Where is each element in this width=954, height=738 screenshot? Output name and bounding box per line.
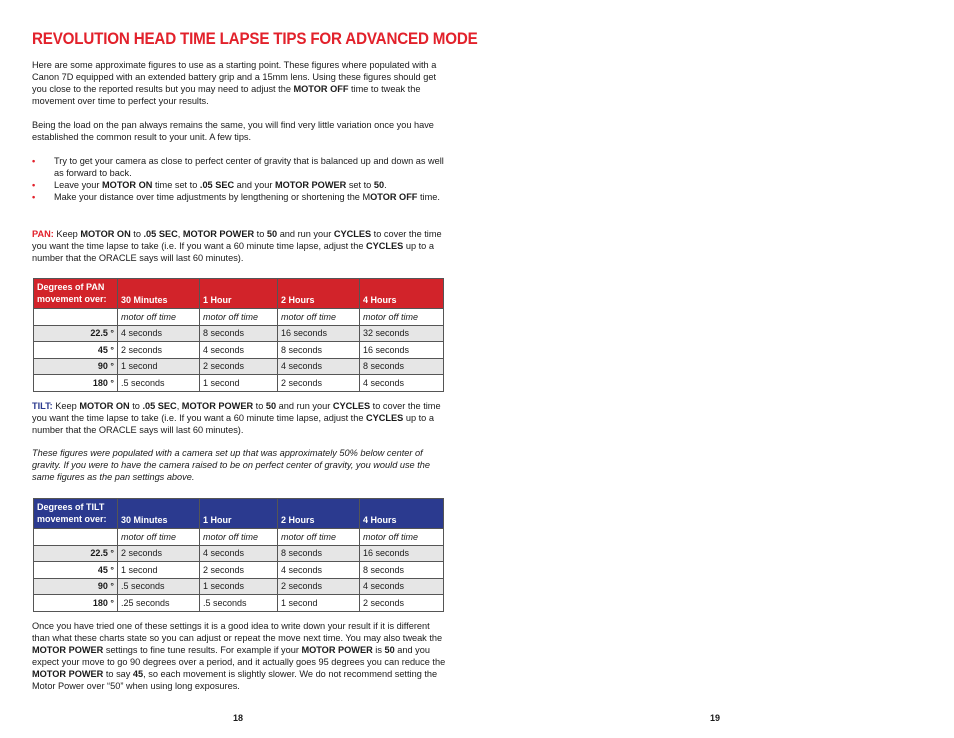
tip3-motor-off: OTOR OFF — [370, 192, 418, 202]
table-cell: 32 seconds — [360, 325, 444, 342]
table-cell — [34, 529, 118, 546]
table-cell: 1 seconds — [200, 578, 278, 595]
tip3-text: time. — [417, 192, 440, 202]
tilt-text: Keep — [52, 401, 80, 411]
table-cell: 2 seconds — [118, 342, 200, 359]
tilt-header-2hours: 2 Hours — [278, 499, 360, 529]
tilt-text: to — [253, 401, 266, 411]
table-cell: motor off time — [200, 309, 278, 326]
table-cell: .5 seconds — [118, 578, 200, 595]
table-cell: 8 seconds — [360, 358, 444, 375]
table-cell: 2 seconds — [200, 358, 278, 375]
table-cell: 45 ° — [34, 342, 118, 359]
tilt-header-degrees: Degrees of TILT movement over: — [34, 499, 118, 529]
tilt-cycles: CYCLES — [366, 413, 404, 423]
tilt-motor-on: MOTOR ON — [79, 401, 130, 411]
tilt-value: 50 — [265, 401, 277, 411]
table-cell: 4 seconds — [360, 375, 444, 392]
pan-label: PAN: — [32, 229, 54, 239]
table-cell: motor off time — [200, 529, 278, 546]
table-cell: motor off time — [278, 309, 360, 326]
tilt-cycles: CYCLES — [332, 401, 371, 411]
tilt-header-1hour: 1 Hour — [200, 499, 278, 529]
table-cell: 22.5 ° — [34, 545, 118, 562]
intro-paragraph — [32, 59, 446, 107]
pan-header-degrees: Degrees of PAN movement over: — [34, 279, 118, 309]
table-cell: 2 seconds — [278, 375, 360, 392]
pan-value: 50 — [266, 229, 278, 239]
intro-text-a: Here are some approximate figures to use as a starting point. These figures where populated with a Canon 7D equipped with an extended battery grip and a 15mm lens. Using these figures should get you close to the reported results but you may need to adjust the — [32, 60, 437, 94]
table-cell: 2 seconds — [278, 578, 360, 595]
tilt-note — [32, 447, 446, 483]
table-row — [34, 325, 444, 342]
table-row — [34, 375, 444, 392]
closing-motor-power: MOTOR POWER — [301, 645, 373, 655]
pan-text: up to a number that the ORACLE says will last 60 minutes). — [32, 241, 434, 263]
tip-item-1 — [32, 155, 446, 179]
table-cell: 1 second — [278, 595, 360, 612]
table-cell: 1 second — [118, 562, 200, 579]
table-cell: motor off time — [278, 529, 360, 546]
table-cell: 22.5 ° — [34, 325, 118, 342]
table-cell: motor off time — [118, 309, 200, 326]
intro-motor-off: MOTOR OFF — [293, 84, 349, 94]
pan-motor-power: MOTOR POWER — [182, 229, 255, 239]
closing-value: 50 — [384, 645, 395, 655]
table-cell: 45 ° — [34, 562, 118, 579]
table-cell: motor off time — [360, 529, 444, 546]
tip2-text: and your — [234, 180, 275, 190]
pan-text: to — [254, 229, 267, 239]
table-cell: motor off time — [118, 529, 200, 546]
tilt-text: , — [176, 401, 182, 411]
table-cell: 16 seconds — [278, 325, 360, 342]
table-cell: 1 second — [118, 358, 200, 375]
closing-motor-power: MOTOR POWER — [32, 669, 104, 679]
table-cell: 8 seconds — [360, 562, 444, 579]
tilt-header-30min: 30 Minutes — [118, 499, 200, 529]
tilt-label: TILT: — [32, 401, 53, 411]
tilt-text: to — [129, 401, 143, 411]
table-cell: 4 seconds — [278, 358, 360, 375]
pan-text: Keep — [53, 229, 81, 239]
table-cell — [34, 309, 118, 326]
tip3-text: Make your distance over time adjustments by lengthening or shortening the M — [54, 192, 371, 202]
table-row — [34, 578, 444, 595]
pan-paragraph — [32, 228, 446, 264]
pan-text: and run your — [277, 229, 334, 239]
tilt-sec: .05 SEC — [142, 401, 177, 411]
pan-text: to — [130, 229, 144, 239]
tip2-motor-on: MOTOR ON — [102, 180, 153, 190]
table-cell: 2 seconds — [200, 562, 278, 579]
closing-paragraph — [32, 620, 446, 692]
table-row — [34, 358, 444, 375]
pan-motor-on: MOTOR ON — [80, 229, 131, 239]
table-cell: 1 second — [200, 375, 278, 392]
page-number-left: 18 — [233, 713, 244, 723]
intro-text-c: time to tweak the movement over time to perfect your results. — [32, 84, 421, 106]
table-cell: 8 seconds — [200, 325, 278, 342]
table-cell: 4 seconds — [278, 562, 360, 579]
table-row — [34, 595, 444, 612]
table-cell: .5 seconds — [200, 595, 278, 612]
table-cell: 90 ° — [34, 578, 118, 595]
tip2-text: . — [384, 180, 387, 190]
table-row — [34, 545, 444, 562]
tilt-paragraph — [32, 400, 446, 436]
pan-header-4hours: 4 Hours — [360, 279, 444, 309]
pan-sec: .05 SEC — [143, 229, 178, 239]
closing-text: is — [372, 645, 385, 655]
tilt-table-header — [34, 499, 444, 529]
pan-table-subheader — [34, 309, 444, 326]
table-cell: .25 seconds — [118, 595, 200, 612]
pan-text: to cover the time you want the time lapse to take (i.e. If you want a 60 minute time lapse, adjust the — [32, 229, 442, 251]
tip2-text: set to — [346, 180, 374, 190]
tip2-text: Leave your — [54, 180, 103, 190]
tip2-value: 50 — [373, 180, 385, 190]
closing-motor-power: MOTOR POWER — [32, 645, 104, 655]
table-cell: 180 ° — [34, 375, 118, 392]
tip-item-2 — [32, 179, 446, 191]
tilt-motor-power: MOTOR POWER — [181, 401, 254, 411]
bullet-marker: • — [32, 192, 36, 202]
table-row — [34, 342, 444, 359]
pan-header-1hour: 1 Hour — [200, 279, 278, 309]
table-cell: 4 seconds — [118, 325, 200, 342]
tilt-text: and run your — [276, 401, 333, 411]
tip2-sec: .05 SEC — [199, 180, 235, 190]
table-row — [34, 562, 444, 579]
table-cell: 2 seconds — [360, 595, 444, 612]
closing-text: , so each movement is slightly slower. We do not recommend setting the Motor Power over “50” when using long exposures. — [32, 669, 438, 691]
closing-value: 45 — [132, 669, 144, 679]
bullet-marker: • — [32, 156, 36, 166]
tilt-table — [33, 498, 444, 612]
tips-list — [32, 155, 446, 203]
pan-cycles: CYCLES — [333, 229, 372, 239]
table-cell: motor off time — [360, 309, 444, 326]
closing-text: settings to fine tune results. For example if your — [103, 645, 302, 655]
tilt-table-subheader — [34, 529, 444, 546]
closing-text: Once you have tried one of these settings it is a good idea to write down your result if it is different than what these charts state so you can adjust or repeat the move next time. You may also tweak the — [32, 621, 443, 643]
tilt-note-text: These figures were populated with a camera set up that was approximately 50% below center of gravity. If you were to have the camera raised to be on perfect center of gravity, you would use the same figures as the pan settings above. — [32, 448, 430, 482]
tip2-text: time set to — [152, 180, 200, 190]
tilt-text: up to a number that the ORACLE says will last 60 minutes). — [32, 413, 434, 435]
tilt-text: to cover the time you want the time lapse to take (i.e. If you want a 60 minute time lapse, adjust the — [32, 401, 441, 423]
page-number-right: 19 — [710, 713, 721, 723]
closing-text: to say — [103, 669, 133, 679]
table-cell: .5 seconds — [118, 375, 200, 392]
table-cell: 16 seconds — [360, 342, 444, 359]
table-cell: 16 seconds — [360, 545, 444, 562]
table-cell: 2 seconds — [118, 545, 200, 562]
table-cell: 8 seconds — [278, 545, 360, 562]
tip-item-3 — [32, 191, 446, 203]
table-cell: 4 seconds — [200, 545, 278, 562]
pan-table — [33, 278, 444, 392]
pan-header-30min: 30 Minutes — [118, 279, 200, 309]
page-title: REVOLUTION HEAD TIME LAPSE TIPS FOR ADVANCED MODE — [32, 30, 478, 48]
table-cell: 4 seconds — [200, 342, 278, 359]
table-cell: 180 ° — [34, 595, 118, 612]
tip-text-1: Try to get your camera as close to perfect center of gravity that is balanced up and down as well as forward to back. — [54, 156, 444, 178]
load-paragraph: Being the load on the pan always remains the same, you will find very little variation once you have established the common result to your unit. A few tips. — [32, 120, 434, 142]
table-cell: 4 seconds — [360, 578, 444, 595]
table-cell: 90 ° — [34, 358, 118, 375]
closing-text: and you expect your move to go 90 degrees over a period, and it actually goes 95 degrees you can reduce the — [32, 645, 446, 667]
table-cell: 8 seconds — [278, 342, 360, 359]
bullet-marker: • — [32, 180, 36, 190]
pan-text: , — [177, 229, 183, 239]
tip2-motor-power: MOTOR POWER — [274, 180, 347, 190]
pan-cycles: CYCLES — [366, 241, 404, 251]
tilt-header-4hours: 4 Hours — [360, 499, 444, 529]
pan-table-header — [34, 279, 444, 309]
pan-header-2hours: 2 Hours — [278, 279, 360, 309]
